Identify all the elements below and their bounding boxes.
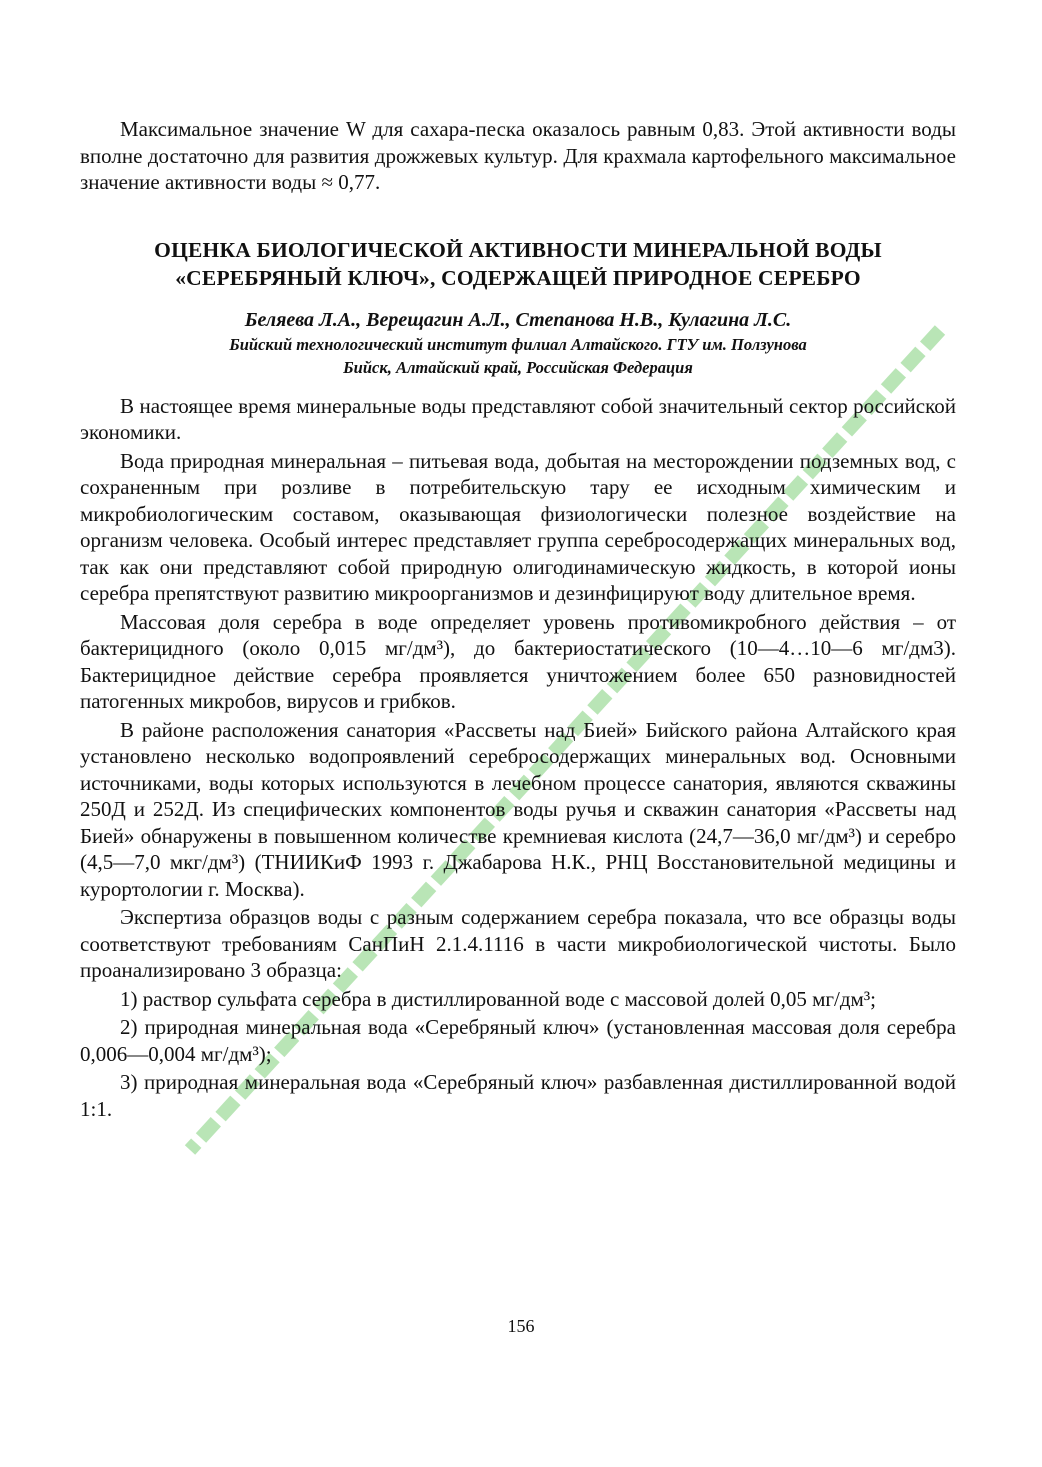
body-paragraph: Вода природная минеральная – питьевая вода, добытая на месторождении подземных вод, с сохраненным при розливе в потребительскую тару ее исходным химическим и микробиологическим составом, оказывающая физиологически полезное воздействие на организм человека. Особый интерес представляет группа серебросодержащих минеральных вод, так как они представляют собой природную олигодинамическую жидкость, в которой ионы серебра препятствуют развитию микроорганизмов и дезинфицируют воду длительное время.	[80, 448, 956, 605]
list-item: 2) природная минеральная вода «Серебряный ключ» (установленная массовая доля серебра 0,006—0,004 мг/дм³);	[80, 1015, 956, 1066]
body-paragraph: В настоящее время минеральные воды представляют собой значительный сектор российской экономики.	[80, 393, 956, 444]
body-paragraph: Экспертиза образцов воды с разным содержанием серебра показала, что все образцы воды соответствуют требованиям СанПиН 2.1.4.1116 в части микробиологической чистоты. Было проанализировано 3 образца:	[80, 905, 956, 982]
affiliation-line-2: Бийск, Алтайский край, Российская Федерация	[343, 357, 693, 377]
list-item: 1) раствор сульфата серебра в дистиллированной воде с массовой долей 0,05 мг/дм³;	[120, 986, 876, 1011]
authors: Беляева Л.А., Верещагин А.Л., Степанова Н.В., Кулагина Л.С.	[244, 308, 792, 331]
affiliation-line-1: Бийский технологический институт филиал Алтайского. ГТУ им. Ползунова	[229, 334, 807, 354]
body-paragraph: В районе расположения санатория «Рассветы над Бией» Бийского района Алтайского края установлено несколько водопроявлений серебросодержащих минеральных вод. Основными источниками, воды которых используются в лечебном процессе санатория, являются скважины 250Д и 252Д. Из специфических компонентов воды ручья и скважин санатория «Рассветы над Бией» обнаружены в повышенном количестве кремниевая кислота (24,7—36,0 мг/дм³) и серебро (4,5—7,0 мкг/дм³) (ТНИИКиФ 1993 г. Джабарова Н.К., РНЦ Восстановительной медицины и курортологии г. Москва).	[80, 717, 956, 901]
article-title	[80, 236, 956, 292]
document-page	[80, 110, 956, 1124]
article-title-line-1: ОЦЕНКА БИОЛОГИЧЕСКОЙ АКТИВНОСТИ МИНЕРАЛЬНОЙ ВОДЫ	[154, 237, 882, 262]
article-body	[80, 393, 956, 1123]
intro-paragraph: Максимальное значение W для сахара-песка оказалось равным 0,83. Этой активности воды вполне достаточно для развития дрожжевых культур. Для крахмала картофельного максимальное значение активности воды ≈ 0,77.	[80, 117, 956, 194]
body-paragraph: Массовая доля серебра в воде определяет уровень противомикробного действия – от бактерицидного (около 0,015 мг/дм³), до бактериостатического (10—4…10—6 мг/дм3). Бактерицидное действие серебра проявляется уничтожением более 650 разновидностей патогенных микробов, вирусов и грибков.	[80, 609, 956, 713]
list-item: 3) природная минеральная вода «Серебряный ключ» разбавленная дистиллированной водой 1:1.	[80, 1070, 956, 1121]
article-title-line-2: «СЕРЕБРЯНЫЙ КЛЮЧ», СОДЕРЖАЩЕЙ ПРИРОДНОЕ СЕРЕБРО	[175, 265, 861, 290]
page-number: 156	[507, 1316, 535, 1336]
